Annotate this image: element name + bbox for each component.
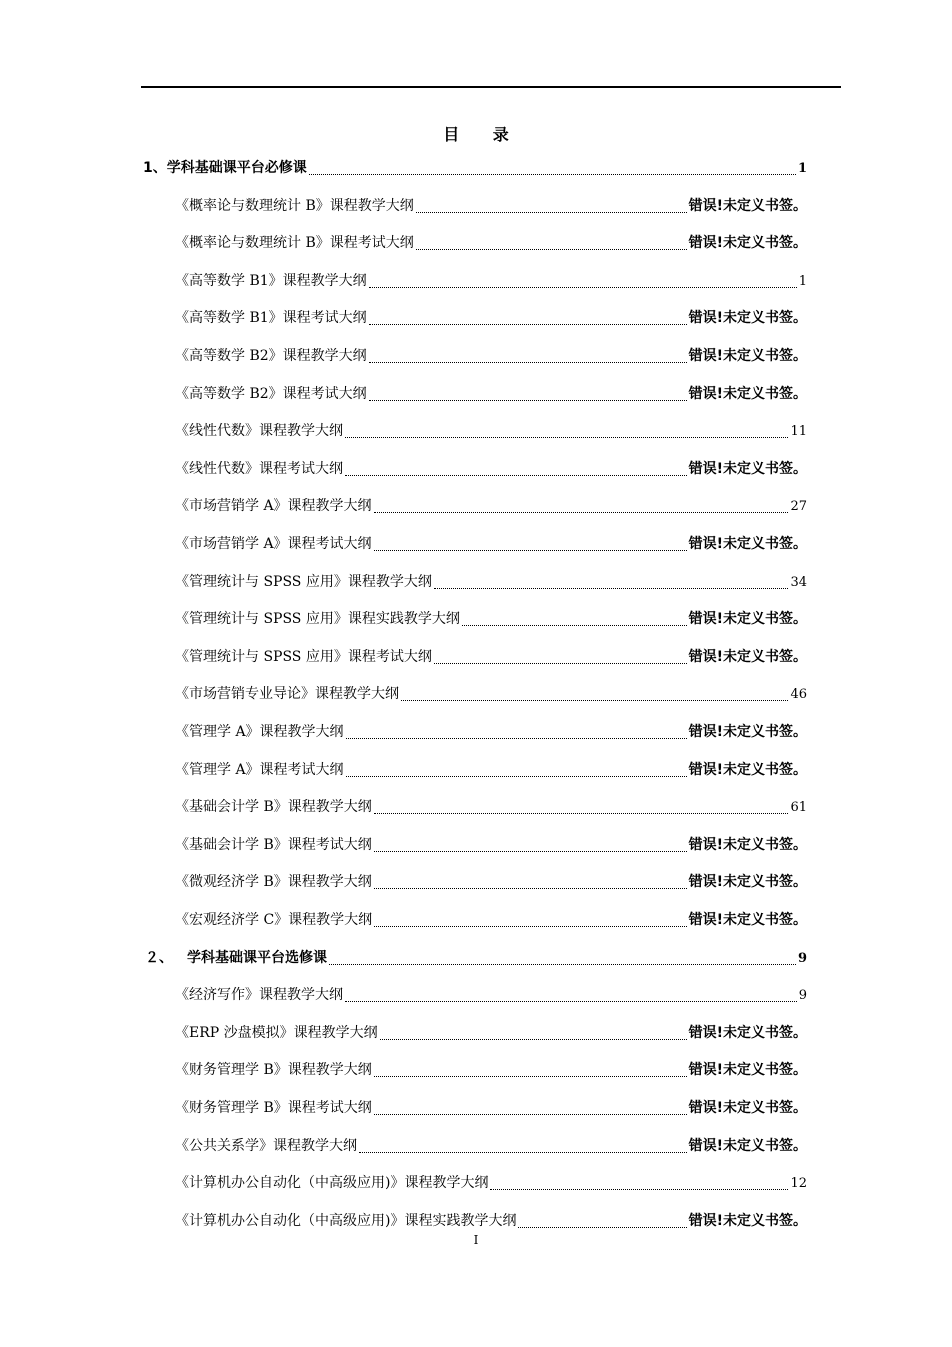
toc-page-ref: 错误!未定义书签。: [688, 536, 807, 552]
toc-entry-title: 《基础会计学 B》课程考试大纲: [175, 837, 372, 853]
toc-entry-title: 《高等数学 B1》课程考试大纲: [175, 310, 367, 326]
toc-leader-dots: [359, 1137, 687, 1155]
toc-entry[interactable]: [175, 718, 807, 746]
toc-page-ref: 错误!未定义书签。: [688, 611, 807, 627]
toc-entry-title: 《计算机办公自动化（中高级应用)》课程教学大纲: [175, 1175, 489, 1191]
toc-entry-title: 《管理学 A》课程考试大纲: [175, 762, 344, 778]
toc-entry[interactable]: [175, 793, 807, 821]
toc-page-ref: 错误!未定义书签。: [688, 1025, 807, 1041]
toc-leader-dots: [462, 610, 687, 628]
toc-leader-dots: [345, 986, 797, 1004]
toc-page-ref: 12: [790, 1176, 807, 1191]
toc-title: 目 录: [443, 125, 523, 144]
toc-entry-title: 《微观经济学 B》课程教学大纲: [175, 874, 372, 890]
toc-entry-title: 《高等数学 B2》课程教学大纲: [175, 348, 367, 364]
toc-section-entry[interactable]: [143, 944, 807, 972]
toc-entry-title: 《财务管理学 B》课程教学大纲: [175, 1062, 372, 1078]
toc-leader-dots: [345, 422, 788, 440]
toc-entry-title: 《计算机办公自动化（中高级应用)》课程实践教学大纲: [175, 1213, 517, 1229]
toc-entry[interactable]: [175, 455, 807, 483]
toc-section-entry[interactable]: [143, 154, 807, 182]
toc-page-ref: 27: [790, 499, 807, 514]
toc-entry[interactable]: [175, 380, 807, 408]
toc-leader-dots: [369, 385, 687, 403]
toc-page-ref: 错误!未定义书签。: [688, 762, 807, 778]
toc-page-ref: 错误!未定义书签。: [688, 874, 807, 890]
toc-leader-dots: [309, 159, 796, 177]
toc-leader-dots: [416, 197, 687, 215]
toc-entry-title: 《管理统计与 SPSS 应用》课程教学大纲: [175, 574, 432, 590]
toc-page-ref: 9: [797, 951, 807, 966]
toc-entry[interactable]: [175, 192, 807, 220]
toc-page-ref: 错误!未定义书签。: [688, 649, 807, 665]
toc-leader-dots: [380, 1024, 687, 1042]
toc-page-ref: 错误!未定义书签。: [688, 310, 807, 326]
toc-leader-dots: [346, 723, 687, 741]
toc-page-ref: 34: [790, 575, 807, 590]
header-rule: [141, 86, 841, 88]
toc-entry[interactable]: [175, 342, 807, 370]
toc-entry[interactable]: [175, 605, 807, 633]
toc-entry-title: 《市场营销学 A》课程考试大纲: [175, 536, 372, 552]
toc-leader-dots: [329, 949, 796, 967]
toc-entry-title: 《管理学 A》课程教学大纲: [175, 724, 344, 740]
toc-leader-dots: [345, 460, 687, 478]
toc-entry[interactable]: [175, 756, 807, 784]
toc-page-ref: 错误!未定义书签。: [688, 198, 807, 214]
toc-leader-dots: [374, 873, 687, 891]
toc-leader-dots: [490, 1174, 788, 1192]
toc-entry[interactable]: [175, 1169, 807, 1197]
toc-leader-dots: [374, 1099, 687, 1117]
toc-entry-title: 《财务管理学 B》课程考试大纲: [175, 1100, 372, 1116]
toc-leader-dots: [416, 234, 687, 252]
toc-leader-dots: [518, 1212, 686, 1230]
toc-entry-title: 《市场营销学 A》课程教学大纲: [175, 498, 372, 514]
toc-entry[interactable]: [175, 1132, 807, 1160]
toc-entry[interactable]: [175, 1056, 807, 1084]
toc-section-number: 1、: [143, 160, 167, 176]
toc-page-ref: 1: [798, 274, 807, 289]
toc-entry[interactable]: [175, 492, 807, 520]
toc-leader-dots: [434, 648, 687, 666]
toc-leader-dots: [374, 497, 789, 515]
toc-entry[interactable]: [175, 643, 807, 671]
toc-page-ref: 错误!未定义书签。: [688, 1062, 807, 1078]
toc-entry-title: 《ERP 沙盘模拟》课程教学大纲: [175, 1025, 378, 1041]
toc-entry[interactable]: [175, 1207, 807, 1235]
toc-leader-dots: [374, 836, 687, 854]
page-number: I: [473, 1233, 479, 1247]
toc-entry[interactable]: [175, 868, 807, 896]
toc-entry-title: 《宏观经济学 C》课程教学大纲: [175, 912, 373, 928]
toc-page-ref: 9: [798, 988, 807, 1003]
toc-page-ref: 错误!未定义书签。: [688, 837, 807, 853]
toc-leader-dots: [374, 535, 687, 553]
toc-entry-title: 《高等数学 B1》课程教学大纲: [175, 273, 367, 289]
toc-entry[interactable]: [175, 304, 807, 332]
toc-entry[interactable]: [175, 530, 807, 558]
toc-entry-title: 《线性代数》课程教学大纲: [175, 423, 343, 439]
toc-page-ref: 错误!未定义书签。: [688, 1138, 807, 1154]
toc-entry[interactable]: [175, 568, 807, 596]
toc-entry[interactable]: [175, 981, 807, 1009]
toc-entry-title: 学科基础课平台必修课: [166, 160, 307, 176]
toc-leader-dots: [346, 761, 687, 779]
toc-page-ref: 61: [790, 800, 807, 815]
toc-entry-title: 《概率论与数理统计 B》课程考试大纲: [175, 235, 414, 251]
toc-entry-title: 《市场营销专业导论》课程教学大纲: [175, 686, 399, 702]
toc-entry-title: 《经济写作》课程教学大纲: [175, 987, 343, 1003]
toc-leader-dots: [401, 685, 788, 703]
toc-entry-title: 《概率论与数理统计 B》课程教学大纲: [175, 198, 414, 214]
toc-entry-title: 《高等数学 B2》课程考试大纲: [175, 386, 367, 402]
toc-entry-title: 《公共关系学》课程教学大纲: [175, 1138, 357, 1154]
toc-entry-title: 《基础会计学 B》课程教学大纲: [175, 799, 372, 815]
toc-entry-title: 学科基础课平台选修课: [187, 950, 327, 966]
toc-page-ref: 错误!未定义书签。: [688, 386, 807, 402]
toc-entry[interactable]: [175, 1019, 807, 1047]
toc-page-ref: 错误!未定义书签。: [688, 1213, 807, 1229]
toc-entry-title: 《管理统计与 SPSS 应用》课程考试大纲: [175, 649, 432, 665]
toc-leader-dots: [374, 911, 686, 929]
toc-entry[interactable]: [175, 267, 807, 295]
toc-leader-dots: [369, 347, 687, 365]
toc-entry-title: 《管理统计与 SPSS 应用》课程实践教学大纲: [175, 611, 460, 627]
toc-entry[interactable]: [175, 680, 807, 708]
toc-leader-dots: [434, 573, 789, 591]
toc-entry[interactable]: [175, 1094, 807, 1122]
toc-page-ref: 错误!未定义书签。: [688, 235, 807, 251]
toc-page-ref: 错误!未定义书签。: [688, 724, 807, 740]
toc-leader-dots: [369, 272, 797, 290]
toc-entry-title: 《线性代数》课程考试大纲: [175, 461, 343, 477]
toc-page-ref: 1: [797, 161, 807, 176]
toc-leader-dots: [374, 1061, 687, 1079]
toc-entry[interactable]: [175, 229, 807, 257]
toc-entry[interactable]: [175, 906, 807, 934]
toc-page-ref: 11: [790, 424, 807, 439]
toc-page-ref: 错误!未定义书签。: [688, 912, 807, 928]
toc-page-ref: 错误!未定义书签。: [688, 1100, 807, 1116]
toc-leader-dots: [369, 309, 687, 327]
toc-section-number: ２、: [145, 950, 173, 966]
toc-entry[interactable]: [175, 417, 807, 445]
toc-page-ref: 46: [790, 687, 807, 702]
toc-page-ref: 错误!未定义书签。: [688, 461, 807, 477]
toc-page-ref: 错误!未定义书签。: [688, 348, 807, 364]
toc-entry[interactable]: [175, 831, 807, 859]
toc-leader-dots: [374, 798, 789, 816]
